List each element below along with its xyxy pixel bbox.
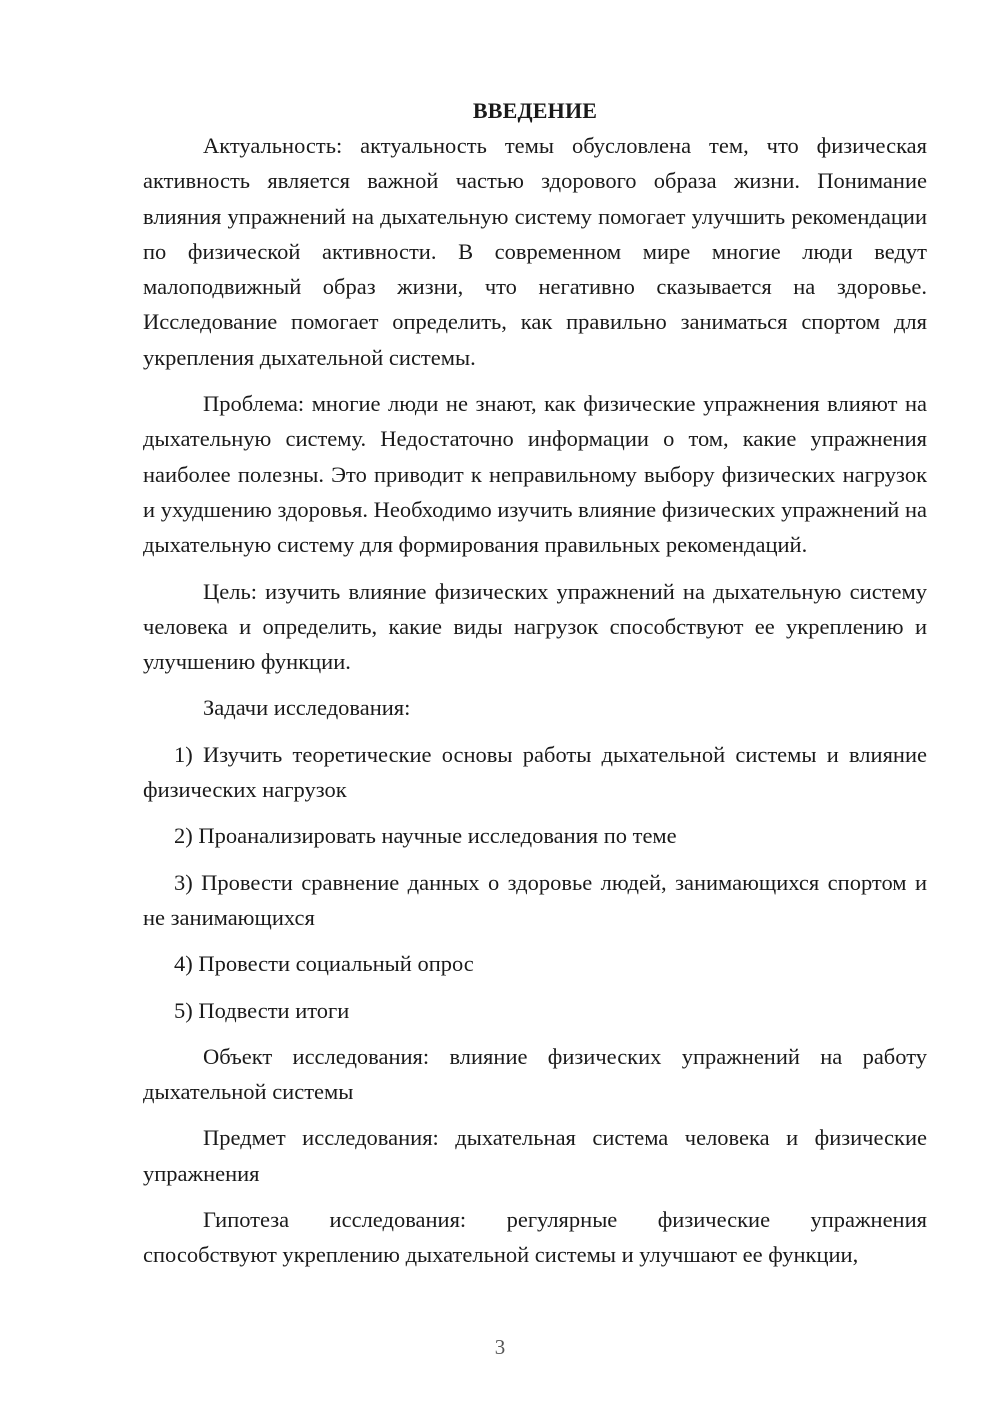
task-item-4: 4) Провести социальный опрос	[174, 951, 474, 977]
object-paragraph: Объект исследования: влияние физических упражнений на работу дыхательной системы	[143, 1043, 927, 1105]
task-item-2: 2) Проанализировать научные исследования по теме	[174, 823, 677, 849]
task-item-5: 5) Подвести итоги	[174, 997, 350, 1023]
page-content	[143, 93, 927, 1273]
hypothesis-paragraph: Гипотеза исследования: регулярные физические упражнения способствуют укреплению дыхательной системы и улучшают ее функции,	[143, 1207, 927, 1268]
relevance-paragraph: Актуальность: актуальность темы обусловлена тем, что физическая активность является важной частью здорового образа жизни. Понимание влияния упражнений на дыхательную систему помогает улучшить рекомендации по физической активности. В современном мире многие люди ведут малоподвижный образ жизни, что негативно сказывается на здоровье. Исследование помогает определить, как правильно заниматься спортом для укрепления дыхательной системы.	[143, 133, 927, 370]
section-title: ВВЕДЕНИЕ	[472, 98, 598, 123]
subject-paragraph: Предмет исследования: дыхательная система человека и физические упражнения	[143, 1125, 927, 1186]
problem-paragraph: Проблема: многие люди не знают, как физические упражнения влияют на дыхательную систему. Недостаточно информации о том, какие упражнения наиболее полезны. Это приводит к неправильному выбору физических нагрузок и ухудшению здоровья. Необходимо изучить влияние физических упражнений на дыхательную систему для формирования правильных рекомендаций.	[143, 391, 927, 558]
goal-paragraph: Цель: изучить влияние физических упражнений на дыхательную систему человека и определить, какие виды нагрузок способствуют ее укреплению и улучшению функции.	[143, 578, 927, 675]
page-number: 3	[494, 1335, 506, 1359]
task-item-1: 1) Изучить теоретические основы работы дыхательной системы и влияние физических нагрузок	[143, 741, 927, 803]
tasks-heading: Задачи исследования:	[203, 695, 411, 721]
task-item-3: 3) Провести сравнение данных о здоровье людей, занимающихся спортом и не занимающихся	[143, 869, 927, 930]
